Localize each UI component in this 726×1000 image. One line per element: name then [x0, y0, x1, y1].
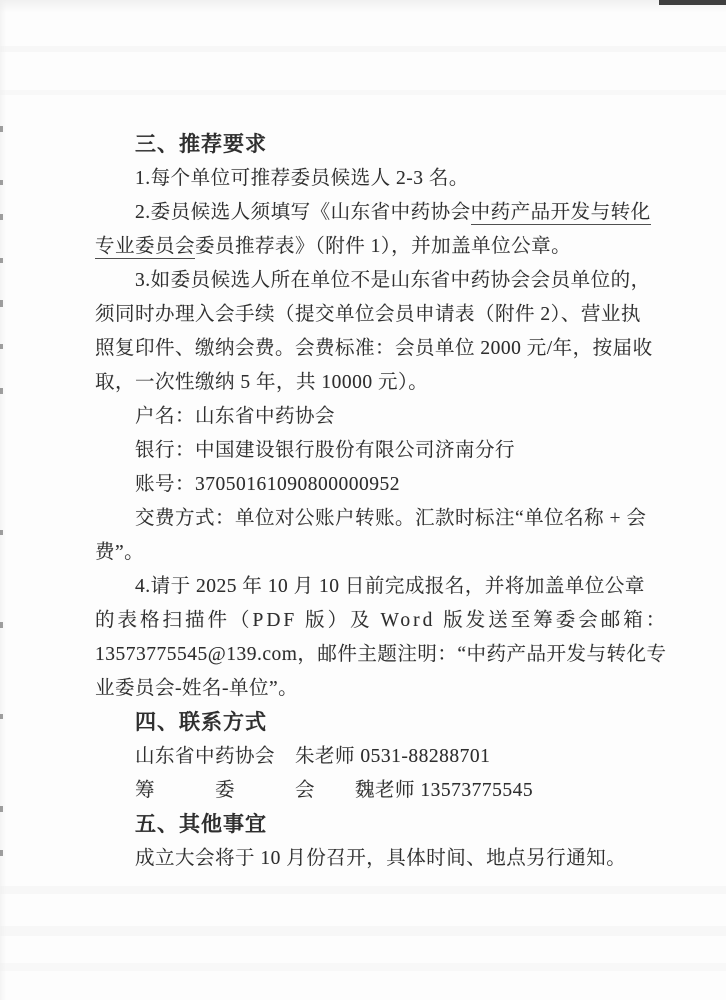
text-line — [95, 366, 655, 400]
text-segment: 须同时办理入会手续（提交单位会员申请表（附件 2）、营业执 — [95, 304, 641, 325]
scan-speck — [0, 344, 3, 349]
text-line — [95, 434, 655, 468]
text-segment: 山东省中药协会 朱老师 0531-88288701 — [135, 746, 491, 767]
text-line — [95, 638, 667, 672]
text-segment: 费”。 — [95, 542, 145, 563]
text-segment: 三、推荐要求 — [135, 133, 267, 156]
scan-speck — [0, 714, 3, 719]
text-line — [95, 502, 655, 536]
underlined-text: 中药产品开发与转化 — [470, 202, 651, 223]
scan-speck — [0, 180, 3, 185]
text-line — [95, 536, 655, 570]
text-line — [95, 774, 655, 808]
text-segment: 筹 委 会 魏老师 13573775545 — [135, 780, 534, 801]
text-line — [95, 672, 655, 706]
scan-speck — [0, 530, 3, 535]
scan-streak — [0, 963, 726, 971]
scan-speck — [0, 214, 3, 220]
text-segment: 委员推荐表》（附件 1），并加盖单位公章。 — [195, 236, 572, 257]
text-line — [95, 570, 655, 604]
text-segment: 4.请于 2025 年 10 月 10 日前完成报名，并将加盖单位公章 — [135, 576, 645, 597]
text-segment: 2.委员候选人须填写《山东省中药协会 — [135, 202, 471, 223]
scan-edge-shadow — [0, 0, 6, 1000]
text-line — [95, 298, 655, 332]
scan-speck — [0, 126, 3, 132]
text-segment: 取，一次性缴纳 5 年，共 10000 元）。 — [95, 372, 429, 393]
scan-speck — [0, 850, 3, 856]
text-line — [95, 468, 655, 502]
scan-speck — [0, 300, 3, 307]
scan-streak — [0, 0, 726, 13]
text-line — [95, 230, 655, 264]
scan-speck — [0, 388, 3, 394]
text-segment: 交费方式：单位对公账户转账。汇款时标注“单位名称 + 会 — [135, 508, 647, 529]
text-segment: 的表格扫描件（PDF 版）及 Word 版发送至筹委会邮箱： — [95, 610, 669, 631]
text-line — [95, 264, 655, 298]
text-segment: 3.如委员候选人所在单位不是山东省中药协会会员单位的， — [135, 270, 651, 291]
scan-streak — [0, 886, 726, 894]
text-line — [95, 604, 669, 638]
scan-speck — [0, 806, 3, 812]
section-heading — [95, 128, 655, 162]
text-segment: 业委员会-姓名-单位”。 — [95, 678, 299, 699]
scan-streak — [0, 90, 726, 95]
scan-streak — [0, 926, 726, 936]
scan-speck — [0, 258, 3, 263]
text-segment: 银行：中国建设银行股份有限公司济南分行 — [135, 440, 516, 461]
section-heading — [95, 706, 655, 740]
text-line — [95, 162, 655, 196]
text-segment: 五、其他事宜 — [135, 813, 267, 836]
text-line — [95, 400, 655, 434]
underlined-text: 专业委员会 — [95, 236, 196, 257]
text-segment: 账号：37050161090800000952 — [135, 474, 401, 495]
text-segment: 照复印件、缴纳会费。会费标准：会员单位 2000 元/年，按届收 — [95, 338, 653, 359]
scan-corner-mark — [659, 0, 726, 5]
text-line — [95, 196, 655, 230]
scan-streak — [0, 46, 726, 52]
text-segment: 成立大会将于 10 月份召开，具体时间、地点另行通知。 — [135, 848, 627, 869]
text-line — [95, 842, 655, 876]
text-segment: 1.每个单位可推荐委员候选人 2-3 名。 — [135, 168, 469, 189]
scan-speck — [0, 622, 3, 628]
text-segment: 四、联系方式 — [135, 711, 267, 734]
text-line — [95, 740, 655, 774]
text-line — [95, 332, 655, 366]
text-segment: 户名：山东省中药协会 — [135, 406, 336, 427]
document-body — [95, 128, 669, 876]
section-heading — [95, 808, 655, 842]
text-segment: 13573775545@139.com，邮件主题注明：“中药产品开发与转化专 — [95, 644, 667, 665]
